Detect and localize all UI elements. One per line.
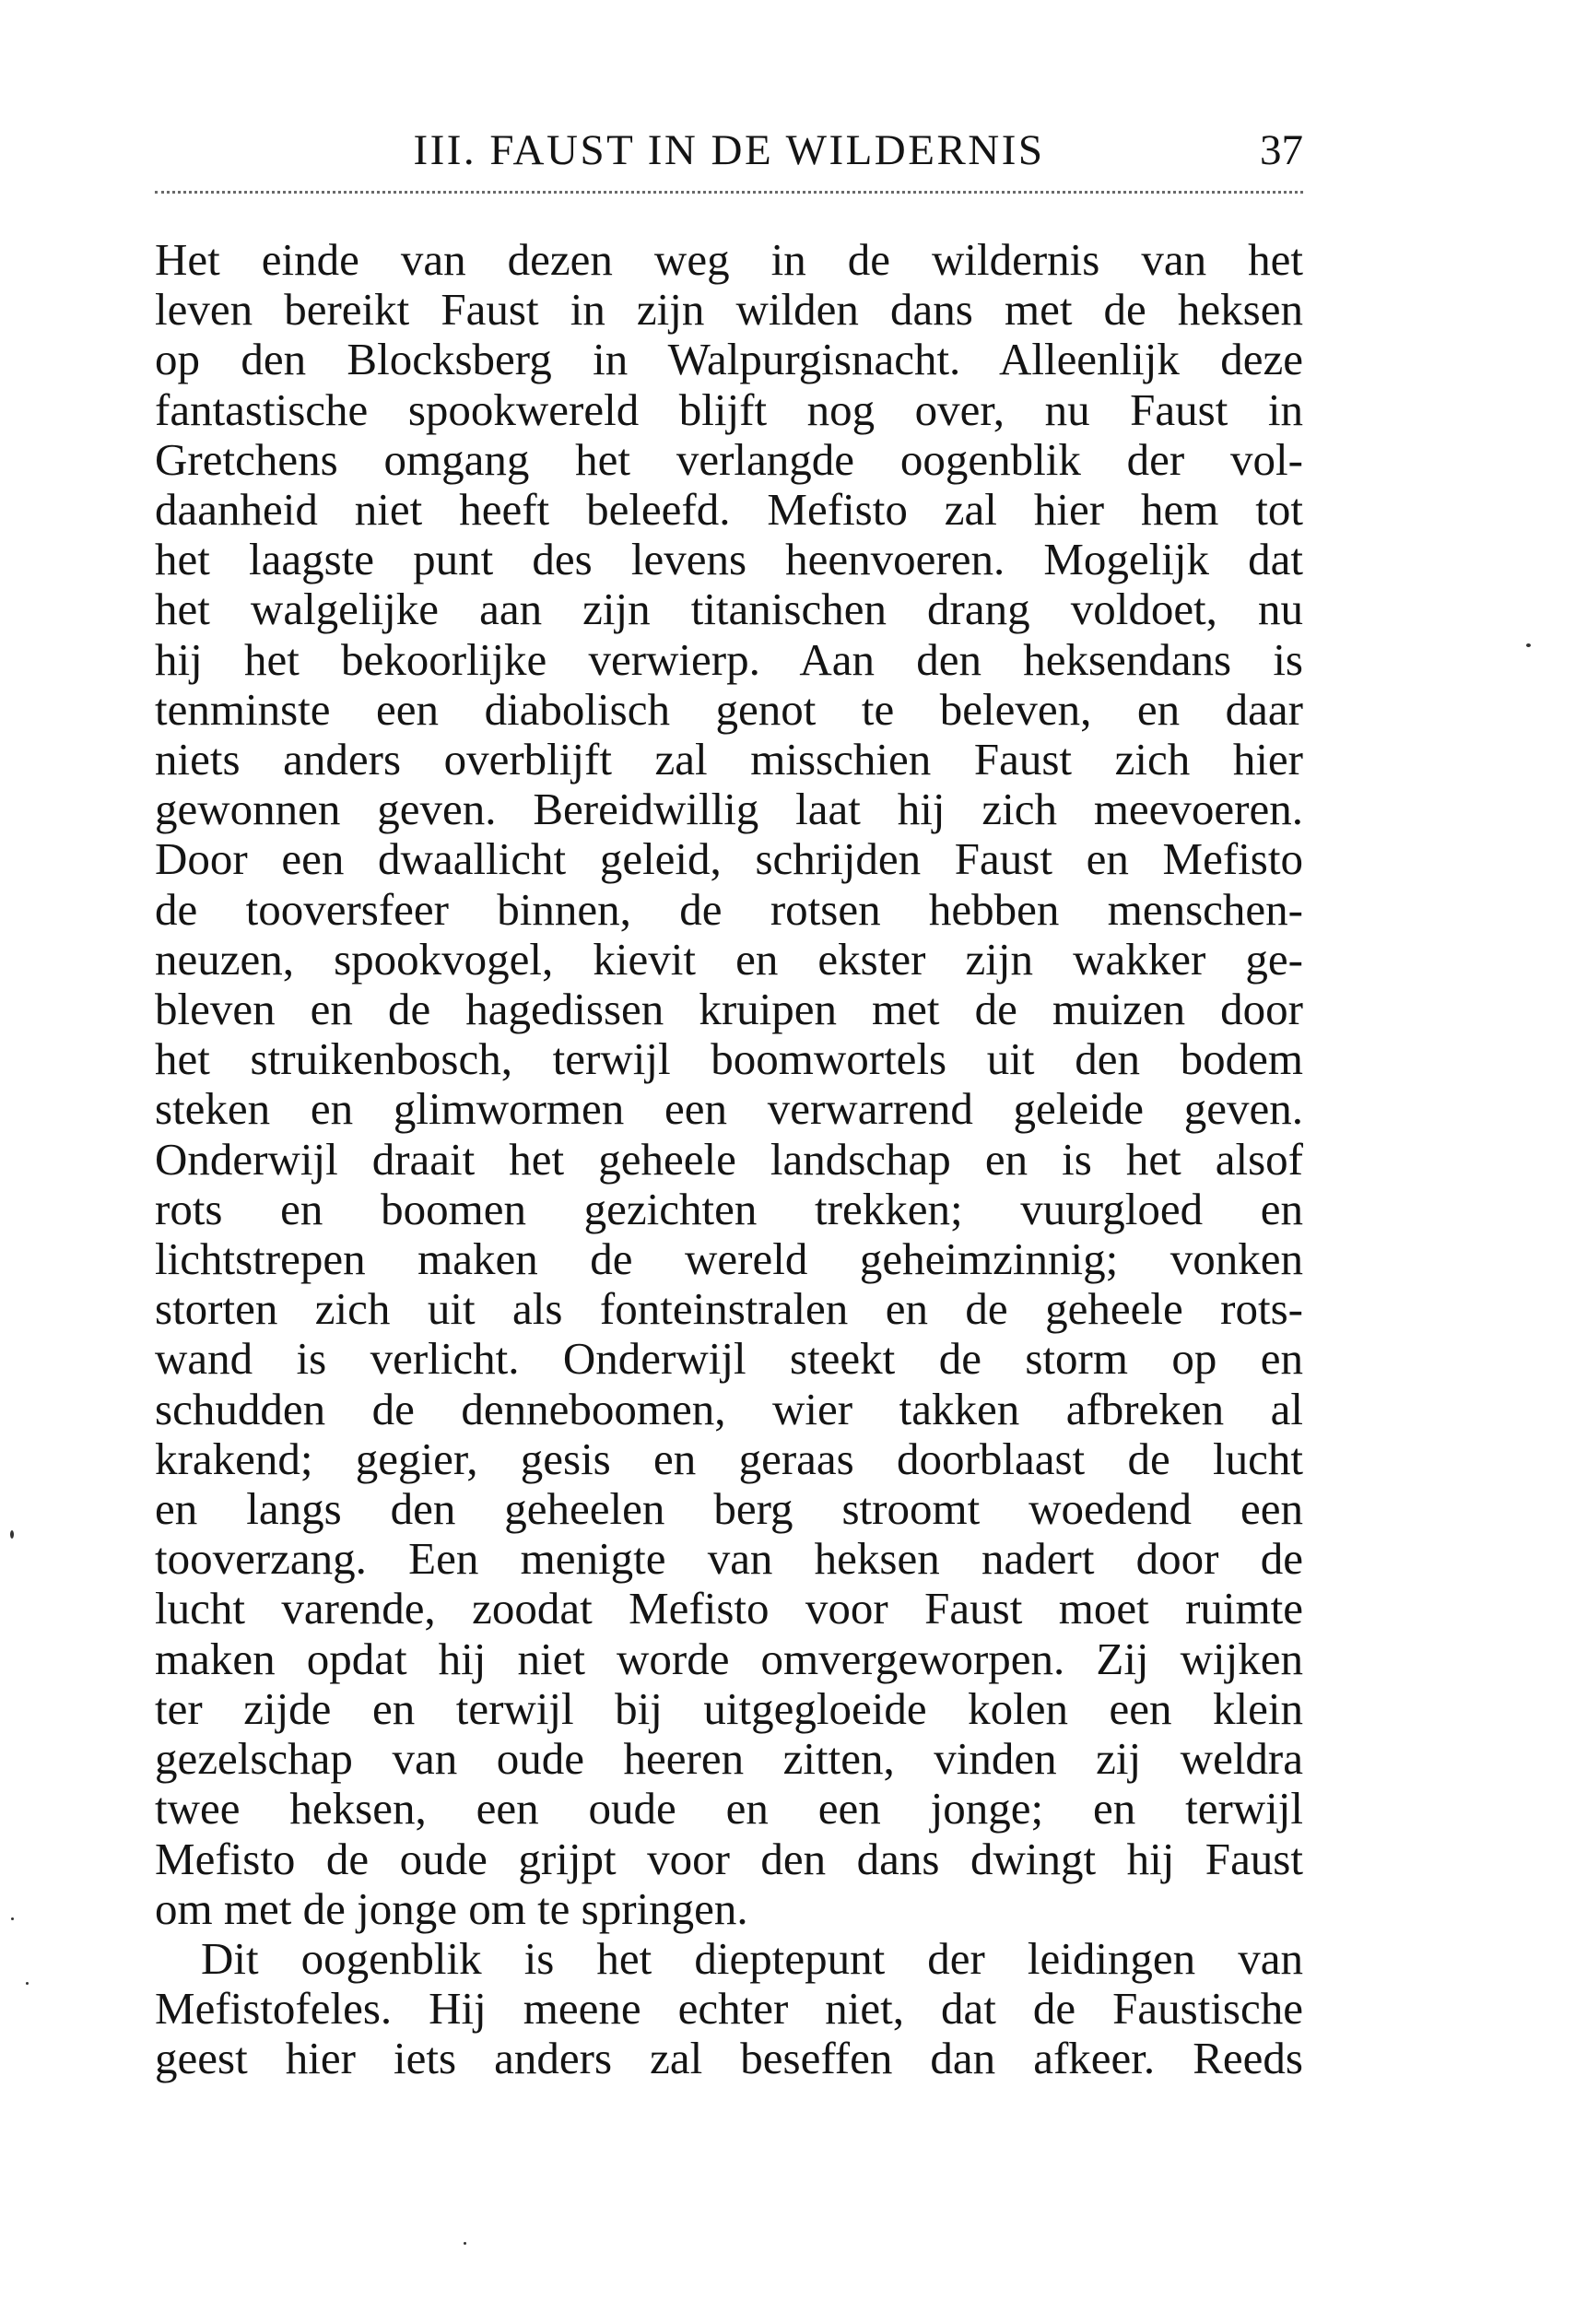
text-line: gewonnen geven. Bereidwillig laat hij zich meevoeren. bbox=[155, 784, 1303, 835]
text-line: tooverzang. Een menigte van heksen nadert door de bbox=[155, 1533, 1303, 1585]
text-line: storten zich uit als fonteinstralen en de geheele rots- bbox=[155, 1283, 1303, 1335]
text-line: wand is verlicht. Onderwijl steekt de storm op en bbox=[155, 1333, 1303, 1385]
text-line: bleven en de hagedissen kruipen met de muizen door bbox=[155, 984, 1303, 1035]
text-line: leven bereikt Faust in zijn wilden dans met de heksen bbox=[155, 284, 1303, 336]
text-line: lucht varende, zoodat Mefisto voor Faust moet ruimte bbox=[155, 1583, 1303, 1634]
text-line: lichtstrepen maken de wereld geheimzinnig; vonken bbox=[155, 1233, 1303, 1285]
text-line: Het einde van dezen weg in de wildernis van het bbox=[155, 234, 1303, 285]
text-line: het struikenbosch, terwijl boomwortels uit den bodem bbox=[155, 1033, 1303, 1085]
text-line: maken opdat hij niet worde omvergeworpen. Zij wijken bbox=[155, 1633, 1303, 1684]
text-line: het walgelijke aan zijn titanischen drang voldoet, nu bbox=[155, 584, 1303, 635]
speck bbox=[464, 2242, 466, 2245]
text-line: Mefisto de oude grijpt voor den dans dwingt hij Faust bbox=[155, 1833, 1303, 1884]
text-line: rots en boomen gezichten trekken; vuurgloed en bbox=[155, 1183, 1303, 1234]
text-line: het laagste punt des levens heenvoeren. Mogelijk dat bbox=[155, 534, 1303, 585]
text-line: gezelschap van oude heeren zitten, vinden zij weldra bbox=[155, 1733, 1303, 1785]
text-line: geest hier iets anders zal beseffen dan afkeer. Reeds bbox=[155, 2033, 1303, 2084]
text-line: Mefistofeles. Hij meene echter niet, dat de Faustische bbox=[155, 1983, 1303, 2035]
text-line: Gretchens omgang het verlangde oogenblik der vol- bbox=[155, 433, 1303, 485]
text-line: tenminste een diabolisch genot te beleven, en daar bbox=[155, 683, 1303, 735]
paragraph-start-line: Dit oogenblik is het dieptepunt der leidingen van bbox=[201, 1932, 1303, 1984]
body-text bbox=[155, 235, 1303, 2084]
header-dotted-rule bbox=[155, 191, 1303, 194]
text-line: schudden de denneboomen, wier takken afbreken al bbox=[155, 1383, 1303, 1434]
speck bbox=[1526, 643, 1531, 647]
running-head bbox=[155, 118, 1303, 183]
text-line: twee heksen, een oude en een jonge; en terwijl bbox=[155, 1783, 1303, 1834]
text-line: hij het bekoorlijke verwierp. Aan den heksendans is bbox=[155, 633, 1303, 685]
speck bbox=[26, 1982, 29, 1985]
text-line: fantastische spookwereld blijft nog over, nu Faust in bbox=[155, 383, 1303, 435]
text-line: en langs den geheelen berg stroomt woedend een bbox=[155, 1483, 1303, 1535]
page-number: 37 bbox=[1260, 126, 1303, 174]
text-line: Onderwijl draait het geheele landschap en is het alsof bbox=[155, 1133, 1303, 1185]
speck bbox=[11, 1917, 14, 1920]
text-line: ter zijde en terwijl bij uitgegloeide kolen een klein bbox=[155, 1682, 1303, 1734]
text-line: daanheid niet heeft beleefd. Mefisto zal hier hem tot bbox=[155, 484, 1303, 536]
running-title: III. FAUST IN DE WILDERNIS bbox=[413, 126, 1045, 174]
text-line: Door een dwaallicht geleid, schrijden Faust en Mefisto bbox=[155, 833, 1303, 885]
text-line: de tooversfeer binnen, de rotsen hebben menschen- bbox=[155, 883, 1303, 935]
text-line: op den Blocksberg in Walpurgisnacht. Alleenlijk deze bbox=[155, 334, 1303, 385]
text-line: krakend; gegier, gesis en geraas doorblaast de lucht bbox=[155, 1433, 1303, 1484]
speck bbox=[10, 1530, 14, 1539]
text-line: neuzen, spookvogel, kievit en ekster zijn wakker ge- bbox=[155, 933, 1303, 985]
text-line: niets anders overblijft zal misschien Faust zich hier bbox=[155, 734, 1303, 785]
text-line: steken en glimwormen een verwarrend geleide geven. bbox=[155, 1083, 1303, 1135]
paragraph-end-line: om met de jonge om te springen. bbox=[155, 1882, 748, 1934]
